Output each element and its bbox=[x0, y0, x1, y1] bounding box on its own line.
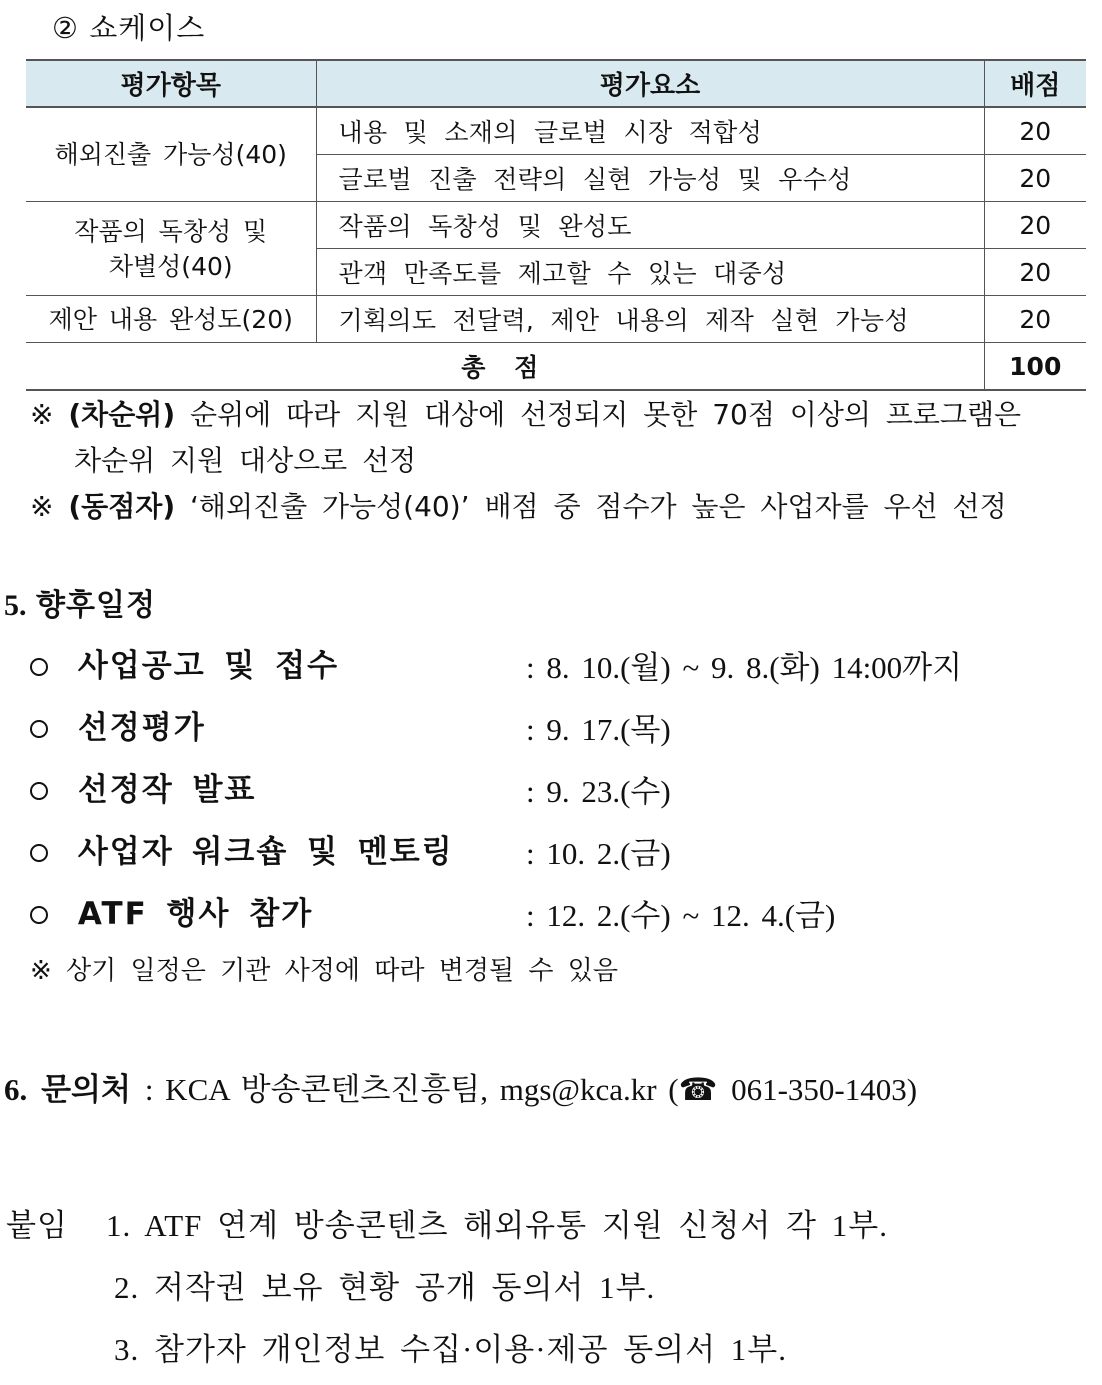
schedule-item bbox=[30, 826, 454, 871]
eval-element: 기획의도 전달력, 제안 내용의 제작 실현 가능성 bbox=[316, 296, 984, 343]
schedule-value: : 8. 10.(월) ~ 9. 8.(화) 14:00까지 bbox=[526, 650, 963, 685]
circle-bullet-icon bbox=[30, 782, 48, 800]
schedule-value: : 9. 23.(수) bbox=[526, 774, 671, 809]
eval-item: 제안 내용 완성도(20) bbox=[26, 296, 316, 343]
header-element: 평가요소 bbox=[316, 60, 984, 107]
schedule-label: 사업자 워크숍 및 멘토링 bbox=[77, 834, 454, 870]
attachment-item: 3. 참가자 개인정보 수집·이용·제공 동의서 1부. bbox=[114, 1332, 787, 1367]
phone-icon: ☎ bbox=[678, 1072, 718, 1108]
circle-bullet-icon bbox=[30, 844, 48, 862]
contact-title: 문의처 bbox=[41, 1072, 131, 1108]
schedule-value: : 10. 2.(금) bbox=[526, 836, 671, 871]
table-header-row bbox=[26, 60, 1086, 107]
header-score: 배점 bbox=[984, 60, 1086, 107]
header-item: 평가항목 bbox=[26, 60, 316, 107]
eval-score: 20 bbox=[984, 296, 1086, 343]
note-bold-label: (차순위) bbox=[68, 398, 176, 431]
total-label: 총 점 bbox=[26, 343, 984, 391]
total-row bbox=[26, 343, 1086, 391]
table-row bbox=[26, 202, 1086, 249]
note-text: 순위에 따라 지원 대상에 선정되지 못한 70점 이상의 프로그램은 bbox=[190, 398, 1022, 431]
note-mark: ※ bbox=[30, 490, 54, 523]
schedule-number: 5. bbox=[4, 589, 27, 622]
note-text: ‘해외진출 가능성(40)’ 배점 중 점수가 높은 사업자를 우선 선정 bbox=[190, 490, 1007, 523]
eval-item bbox=[26, 202, 316, 296]
attachment-item: 1. ATF 연계 방송콘텐츠 해외유통 지원 신청서 각 1부. bbox=[106, 1208, 888, 1243]
schedule-heading bbox=[4, 580, 156, 624]
eval-item: 해외진출 가능성(40) bbox=[26, 107, 316, 202]
circle-bullet-icon bbox=[30, 720, 48, 738]
contact-phone: 061-350-1403) bbox=[731, 1072, 918, 1107]
circle-bullet-icon bbox=[30, 906, 48, 924]
schedule-value: : 12. 2.(수) ~ 12. 4.(금) bbox=[526, 898, 836, 933]
eval-score: 20 bbox=[984, 249, 1086, 296]
circle-bullet-icon bbox=[30, 658, 48, 676]
attachments-label: 붙임 bbox=[6, 1208, 68, 1244]
note-tiebreak-rank bbox=[30, 393, 1021, 433]
table-row bbox=[26, 107, 1086, 155]
schedule-note: ※ 상기 일정은 기관 사정에 따라 변경될 수 있음 bbox=[30, 956, 618, 986]
eval-element: 내용 및 소재의 글로벌 시장 적합성 bbox=[316, 107, 984, 155]
eval-element: 관객 만족도를 제고할 수 있는 대중성 bbox=[316, 249, 984, 296]
schedule-value: : 9. 17.(목) bbox=[526, 712, 671, 747]
eval-score: 20 bbox=[984, 107, 1086, 155]
schedule-item bbox=[30, 888, 313, 933]
schedule-label: 사업공고 및 접수 bbox=[77, 648, 340, 684]
eval-score: 20 bbox=[984, 202, 1086, 249]
schedule-item bbox=[30, 702, 206, 747]
note-tie-score bbox=[30, 485, 1007, 525]
eval-item-line1: 작품의 독창성 및 bbox=[74, 216, 268, 246]
schedule-label: 선정평가 bbox=[77, 710, 206, 746]
contact-number: 6. bbox=[4, 1072, 28, 1107]
eval-element: 글로벌 진출 전략의 실현 가능성 및 우수성 bbox=[316, 155, 984, 202]
note-bold-label: (동점자) bbox=[68, 490, 176, 523]
section-title: ② 쇼케이스 bbox=[52, 11, 206, 45]
schedule-item bbox=[30, 764, 256, 809]
eval-element: 작품의 독창성 및 완성도 bbox=[316, 202, 984, 249]
eval-score: 20 bbox=[984, 155, 1086, 202]
note-mark: ※ bbox=[30, 398, 54, 431]
evaluation-table bbox=[26, 59, 1086, 391]
schedule-label: ATF 행사 참가 bbox=[77, 896, 314, 932]
schedule-title: 향후일정 bbox=[36, 588, 156, 623]
schedule-item bbox=[30, 640, 339, 685]
contact-line bbox=[4, 1064, 917, 1109]
contact-text: : KCA 방송콘텐츠진흥팀, mgs@kca.kr ( bbox=[144, 1072, 679, 1107]
eval-item-line2: 차별성(40) bbox=[108, 251, 233, 281]
attachment-item: 2. 저작권 보유 현황 공개 동의서 1부. bbox=[114, 1270, 656, 1305]
note-continuation: 차순위 지원 대상으로 선정 bbox=[74, 444, 417, 477]
total-score: 100 bbox=[984, 343, 1086, 391]
schedule-label: 선정작 발표 bbox=[77, 772, 257, 808]
table-row bbox=[26, 296, 1086, 343]
